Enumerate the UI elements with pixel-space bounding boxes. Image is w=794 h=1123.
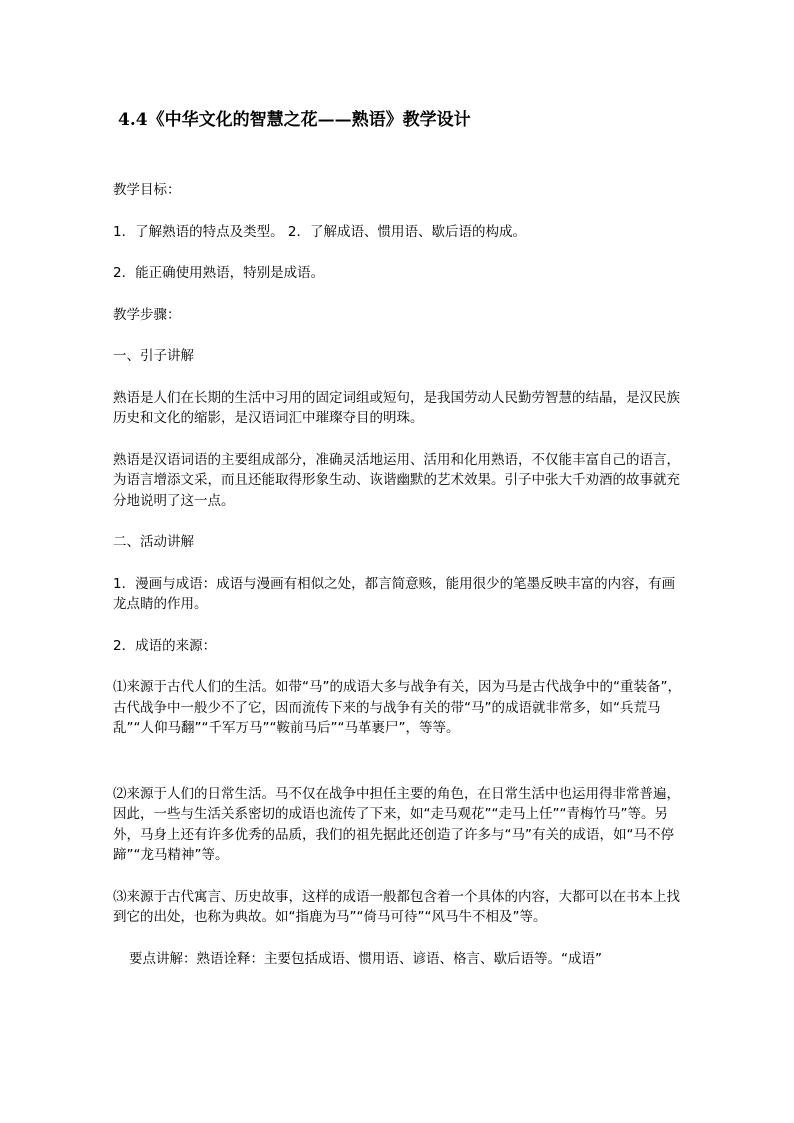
paragraph-section-2-heading: 二、活动讲解 (113, 534, 194, 550)
paragraph-objective-2: 2．能正确使用熟语，特别是成语。 (113, 265, 325, 281)
document-body (113, 180, 685, 969)
paragraph-intro-1: 熟语是人们在长期的生活中习用的固定词组或短句，是我国劳动人民勤劳智慧的结晶，是汉民族历史和文化的缩影，是汉语词汇中璀璨夺目的明珠。 (113, 389, 680, 426)
paragraph-section-1-heading: 一、引子讲解 (113, 348, 194, 364)
paragraph-origin-1: ⑴来源于古代人们的生活。如带“马”的成语大多与战争有关，因为马是古代战争中的“重装备”，古代战争中一般少不了它，因而流传下来的与战争有关的带“马”的成语就非常多，如“兵荒马乱”“人仰马翻”“千军万马”“鞍前马后”“马革裹尸”，等等。 (113, 679, 681, 736)
paragraph-intro-2: 熟语是汉语词语的主要组成部分，准确灵活地运用、活用和化用熟语，不仅能丰富自己的语言，为语言增添文采，而且还能取得形象生动、诙谐幽默的艺术效果。引子中张大千劝酒的故事就充分地说明了这一点。 (113, 451, 680, 509)
paragraph-origin-2: ⑵来源于人们的日常生活。马不仅在战争中担任主要的角色，在日常生活中也运用得非常普遍，因此，一些与生活关系密切的成语也流传了下来，如“走马观花”“走马上任”“青梅竹马”等。另外，马身上还有许多优秀的品质，我们的祖先据此还创造了许多与“马”有关的成语，如“马不停蹄”“龙马精神”等。 (113, 785, 680, 863)
paragraph-steps-heading: 教学步骤： (113, 306, 181, 323)
paragraph-origin-3: ⑶来源于古代寓言、历史故事，这样的成语一般都包含着一个具体的内容，大都可以在书本上找到它的出处，也称为典故。如“指鹿为马”“倚马可待”“风马牛不相及”等。 (113, 888, 680, 925)
paragraph-activity-1: 1．漫画与成语：成语与漫画有相似之处，都言简意赅，能用很少的笔墨反映丰富的内容，有画龙点睛的作用。 (113, 575, 676, 612)
document-title: 4.4《中华文化的智慧之花——熟语》教学设计 (118, 110, 471, 130)
paragraph-activity-2-heading: 2．成语的来源： (113, 637, 217, 654)
paragraph-objectives-heading: 教学目标： (113, 182, 181, 198)
paragraph-objective-1: 1．了解熟语的特点及类型。 2．了解成语、惯用语、歇后语的构成。 (113, 223, 526, 240)
paragraph-key-points: 要点讲解：熟语诠释：主要包括成语、惯用语、谚语、格言、歇后语等。“成语” (129, 950, 602, 967)
